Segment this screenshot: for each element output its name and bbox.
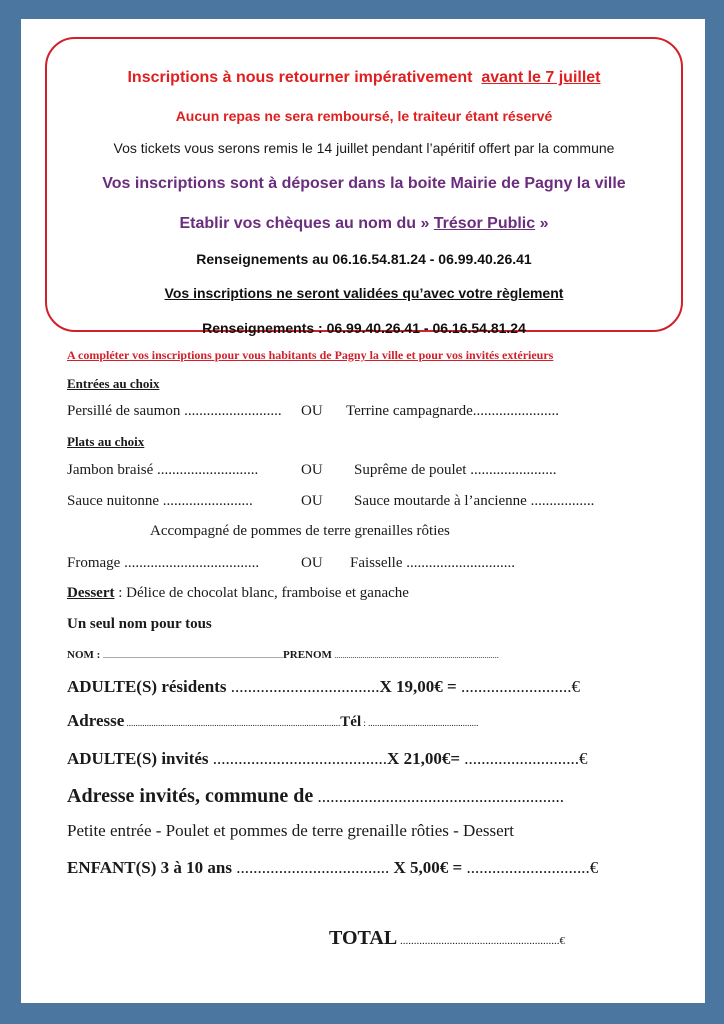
tel-field[interactable]: : ................................................. <box>361 718 479 728</box>
children-line[interactable] <box>67 858 598 878</box>
kids-menu: Petite entrée - Poulet et pommes de terre grenaille rôties - Dessert <box>67 821 515 840</box>
address-label: Adresse <box>67 711 125 730</box>
dessert-label: Dessert <box>67 585 115 601</box>
or-label: OU <box>301 403 323 419</box>
name-line[interactable] <box>67 649 499 661</box>
registration-form <box>21 19 705 1003</box>
nom-field[interactable]: .......................................................................................... <box>103 651 284 660</box>
form-intro: A compléter vos inscriptions pour vous habitants de Pagny la ville et pour vos invités extérieurs <box>67 348 554 362</box>
cheese-option-a[interactable]: Fromage .................................... <box>67 555 260 571</box>
adults-guests-qty[interactable]: ......................................... <box>208 749 388 768</box>
dessert-text: : Délice de chocolat blanc, framboise et ganache <box>114 585 409 601</box>
total-line[interactable] <box>329 927 565 950</box>
address-line[interactable] <box>67 711 478 731</box>
main-option-a[interactable]: Jambon braisé ........................... <box>67 462 259 478</box>
starter-option-b[interactable]: Terrine campagnarde....................... <box>346 403 560 419</box>
cheque-payee: Trésor Public <box>433 215 536 232</box>
adults-guests-price: X 21,00€= <box>387 749 465 768</box>
adults-guests-label: ADULTE(S) invités <box>67 749 209 768</box>
nom-label: NOM : <box>67 649 104 661</box>
main-option-b[interactable]: Suprême de poulet ....................... <box>354 462 557 478</box>
no-refund-notice: Aucun repas ne sera remboursé, le traiteur étant réservé <box>175 108 553 124</box>
info-phones-1: Renseignements au 06.16.54.81.24 - 06.99.40.26.41 <box>196 251 532 267</box>
total-field[interactable]: ..........................................................€ <box>397 935 565 947</box>
adults-guests-line[interactable] <box>67 749 588 769</box>
guest-address-field[interactable]: .......................................................... <box>313 787 565 806</box>
validation-notice: Vos inscriptions ne seront validées qu’avec votre règlement <box>164 285 564 301</box>
adults-residents-line[interactable] <box>67 677 580 697</box>
children-label: ENFANT(S) 3 à 10 ans <box>67 858 232 877</box>
adults-residents-label: ADULTE(S) résidents <box>67 677 227 696</box>
children-price: X 5,00€ = <box>393 858 467 877</box>
drop-off-notice: Vos inscriptions sont à déposer dans la boite Mairie de Pagny la ville <box>102 175 626 192</box>
prenom-label: PRENOM <box>283 649 335 661</box>
or-label: OU <box>301 493 323 509</box>
adults-guests-total[interactable]: ...........................€ <box>464 749 588 768</box>
children-qty[interactable]: .................................... <box>231 858 394 877</box>
or-label: OU <box>301 462 323 478</box>
starter-option-a[interactable]: Persillé de saumon .......................... <box>67 403 282 419</box>
address-field[interactable]: ............................................................................................... <box>124 718 341 728</box>
deadline-prefix: Inscriptions à nous retourner impérativement <box>127 69 473 86</box>
total-label: TOTAL <box>329 927 398 949</box>
cheque-suffix: » <box>535 215 549 232</box>
dessert-line <box>67 585 409 602</box>
cheque-prefix: Etablir vos chèques au nom du » <box>179 215 434 232</box>
deadline-date: avant le 7 juillet <box>481 69 601 86</box>
tel-label: Tél <box>340 714 362 730</box>
guest-address-label: Adresse invités, commune de <box>67 785 314 807</box>
children-total[interactable]: .............................€ <box>466 858 599 877</box>
info-phones-2: Renseignements : 06.99.40.26.41 - 06.16.54.81.24 <box>202 320 526 336</box>
starters-heading: Entrées au choix <box>67 376 160 391</box>
form-sheet <box>21 19 705 1003</box>
mains-heading: Plats au choix <box>67 434 145 449</box>
adults-residents-qty[interactable]: ................................... <box>226 677 380 696</box>
single-name-note: Un seul nom pour tous <box>67 616 212 632</box>
sauce-option-a[interactable]: Sauce nuitonne ........................ <box>67 493 253 509</box>
guest-address-line[interactable] <box>67 785 564 808</box>
prenom-field[interactable]: .................................................................................. <box>334 651 499 660</box>
sauce-option-b[interactable]: Sauce moutarde à l’ancienne ................. <box>354 493 595 509</box>
cheese-option-b[interactable]: Faisselle ............................. <box>350 555 515 571</box>
adults-residents-price: X 19,00€ = <box>379 677 461 696</box>
adults-residents-total[interactable]: ..........................€ <box>460 677 580 696</box>
or-label: OU <box>301 555 323 571</box>
tickets-notice: Vos tickets vous serons remis le 14 juillet pendant l’apéritif offert par la commune <box>113 140 615 156</box>
side-dish: Accompagné de pommes de terre grenailles rôties <box>150 523 450 539</box>
